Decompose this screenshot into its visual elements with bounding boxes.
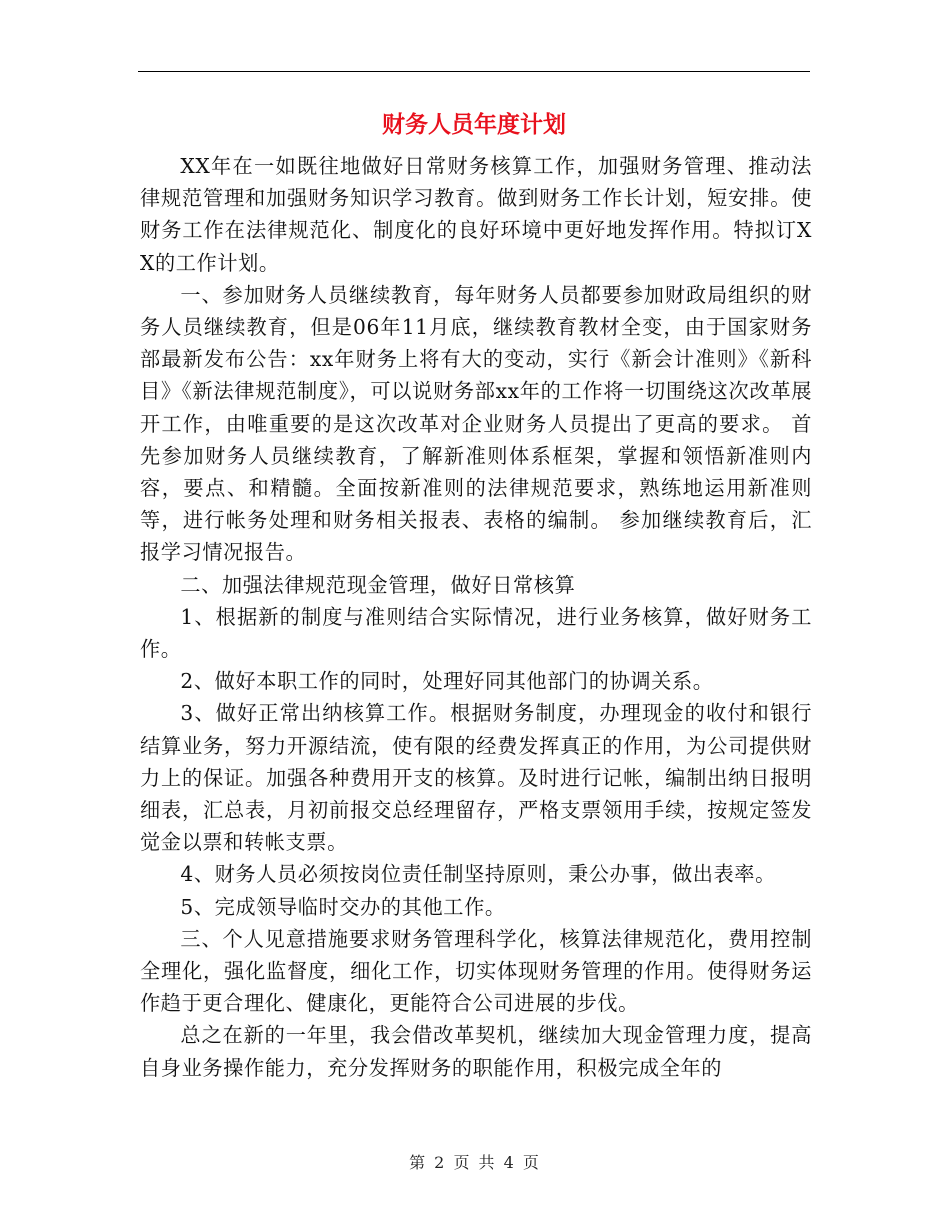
- paragraph-item-4: 4、财务人员必须按岗位责任制坚持原则，秉公办事，做出表率。: [180, 862, 776, 887]
- paragraph-item-2: 2、做好本职工作的同时，处理好同其他部门的协调关系。: [180, 669, 714, 694]
- document-body: [140, 150, 812, 1084]
- document-title: 财务人员年度计划: [382, 112, 566, 138]
- paragraph-conclusion: 总之在新的一年里，我会借改革契机，继续加大现金管理力度，提高自身业务操作能力，充分发挥财务的职能作用，积极完成全年的: [140, 1023, 812, 1080]
- header-rule: [138, 71, 810, 72]
- paragraph-item-1: 1、根据新的制度与准则结合实际情况，进行业务核算，做好财务工作。: [140, 604, 812, 662]
- paragraph-intro: XX年在一如既往地做好日常财务核算工作，加强财务管理、推动法律规范管理和加强财务知识学习教育。做到财务工作长计划，短安排。使财务工作在法律规范化、制度化的良好环境中更好地发挥作用。特拟订XX的工作计划。: [140, 154, 812, 275]
- paragraph-section-1: 一、参加财务人员继续教育，每年财务人员都要参加财政局组织的财务人员继续教育，但是06年11月底，继续教育教材全变，由于国家财务部最新发布公告：xx年财务上将有大的变动，实行《新会计准则》《新科目》《新法律规范制度》，可以说财务部xx年的工作将一切围绕这次改革展开工作，由唯重要的是这次改革对企业财务人员提出了更高的要求。 首先参加财务人员继续教育，了解新准则体系框架，掌握和领悟新准则内容，要点、和精髓。全面按新准则的法律规范要求，熟练地运用新准则等，进行帐务处理和财务相关报表、表格的编制。 参加继续教育后，汇报学习情况报告。: [140, 282, 812, 565]
- paragraph-section-2-heading: 二、加强法律规范现金管理，做好日常核算: [180, 572, 576, 597]
- paragraph-item-3: 3、做好正常出纳核算工作。根据财务制度，办理现金的收付和银行结算业务，努力开源结流，使有限的经费发挥真正的作用，为公司提供财力上的保证。加强各种费用开支的核算。及时进行记帐，编制出纳日报明细表，汇总表，月初前报交总经理留存，严格支票领用手续，按规定签发觉金以票和转帐支票。: [140, 701, 812, 855]
- paragraph-item-5: 5、完成领导临时交办的其他工作。: [180, 894, 506, 919]
- page-number-footer: 第 2 页 共 4 页: [409, 1153, 541, 1172]
- paragraph-section-3: 三、个人见意措施要求财务管理科学化，核算法律规范化，费用控制全理化，强化监督度，细化工作，切实体现财务管理的作用。使得财务运作趋于更合理化、健康化，更能符合公司进展的步伐。: [140, 926, 812, 1016]
